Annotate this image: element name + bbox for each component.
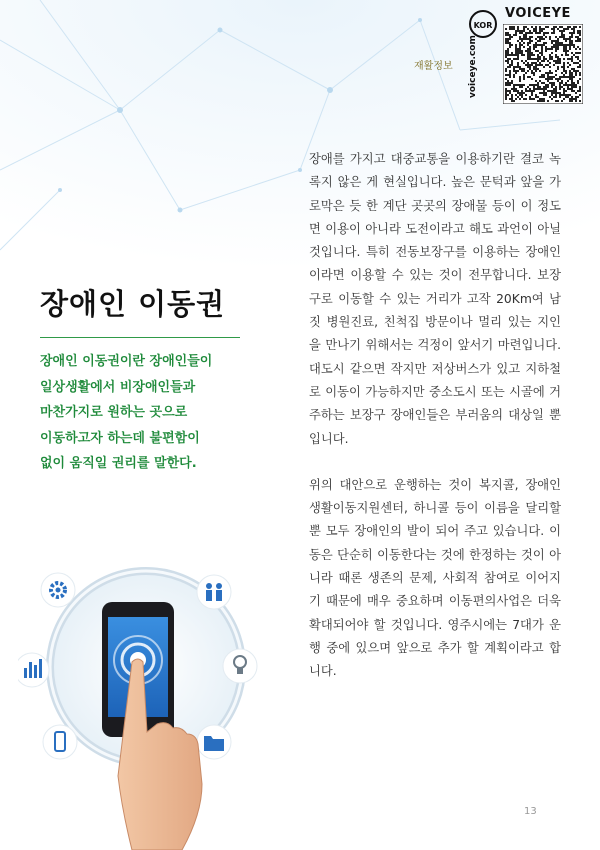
people-icon [197,575,231,609]
summary-line: 일상생활에서 비장애인들과 [40,379,196,395]
mobile-icon [43,725,77,759]
logo-url: voiceye.com [468,35,478,98]
title-divider [40,337,240,338]
mobile-connectivity-illustration [18,562,288,850]
summary-line: 장애인 이동권이란 장애인들이 [40,354,213,369]
body-paragraph: 장애를 가지고 대중교통을 이용하기란 결코 녹록지 않은 게 현실입니다. 높은 문턱과 앞을 가로막은 듯 한 계단 곳곳의 장애물 등이 이 정도면 이용이 아니라 도전이라고 해도 과언이 아닐 것입니다. 특히 전동보장구를 이용하는 장애인이라면 이용할 수 있는 것이 전무합니다. 보장구로 이동할 수 있는 거리가 고작 20Km여 남짓 병원진료, 친척집 방문이나 멀리 있는 지인을 만나기 위해서는 걱정이 앞서기 마련입니다. 대도시 같으면 작지만 저상버스가 있고 지하철로 이동이 가능하지만 중소도시 또는 시골에 거주하는 보장구 장애인들은 부러움의 대상일 뿐입니다. [309,152,561,446]
page-number: 13 [524,806,537,817]
summary-line: 이동하고자 하는데 불편함이 [40,430,200,446]
voiceye-code [503,24,583,104]
lightbulb-icon [223,649,257,683]
kor-badge: KOR [469,10,497,38]
body-text [309,148,561,684]
logo-wordmark: VOICEYE [505,6,571,21]
summary-line: 없이 움직일 권리를 말한다. [40,456,197,471]
page-title: 장애인 이동권 [40,287,226,321]
gear-icon [41,573,75,607]
body-paragraph: 위의 대안으로 운행하는 것이 복지콜, 장애인 생활이동지원센터, 하니콜 등이 이름을 달리할 뿐 모두 장애인의 발이 되어 주고 있습니다. 이동은 단순히 이동한다는 것에 한정하는 것이 아니라 때론 생존의 문제, 사회적 참여로 이어지기 때문에 매우 중요하며 이동편의사업은 더욱 확대되어야 할 것입니다. 영주시에는 7대가 운행 중에 있으며 앞으로 추가 할 계획이라고 합니다. [309,477,561,679]
voiceye-logo [466,6,594,106]
summary-line: 마찬가지로 원하는 곳으로 [40,405,188,420]
bar-chart-icon [18,653,49,687]
folder-icon [197,725,231,759]
summary-text [40,349,270,477]
section-label: 재활정보 [414,61,453,72]
